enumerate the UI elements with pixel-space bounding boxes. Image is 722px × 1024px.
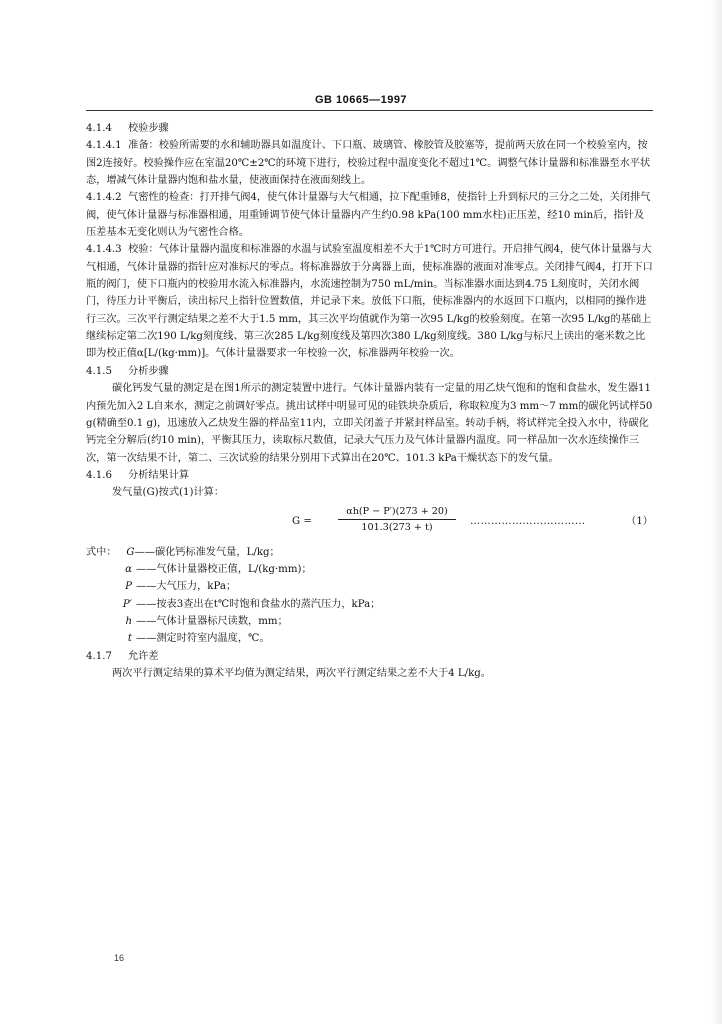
section-heading-4-1-4 — [86, 120, 653, 137]
equation-number: （1） — [626, 515, 653, 527]
clause-number: 4.1.4.2 — [86, 192, 122, 204]
definition-text: ——气体计量器标尺读数，mm； — [136, 615, 288, 627]
section-number: 4.1.5 — [86, 365, 112, 377]
definition-row — [86, 561, 653, 578]
section-number: 4.1.4 — [86, 123, 112, 134]
definition-text: ——碳化钙标准发气量，L/kg； — [134, 546, 280, 558]
definition-row — [86, 578, 653, 595]
section-heading-4-1-5 — [86, 363, 653, 380]
formula-leader-dots: …………………………… — [470, 515, 586, 527]
section-title: 校验步骤 — [128, 123, 169, 134]
formula-numerator: αh(P − P′)(273 + 20) — [338, 504, 456, 520]
formula-intro: 发气量(G)按式(1)计算： — [112, 487, 225, 499]
definition-row — [86, 613, 653, 630]
formula-fraction — [338, 504, 456, 535]
scan-edge-shadow — [710, 0, 722, 1024]
section-heading-4-1-6 — [86, 467, 653, 484]
definition-text: ——测定时符室内温度，℃。 — [136, 633, 270, 645]
definitions-lead: 式中： — [86, 546, 117, 558]
paragraph-4-1-5: 碳化钙发气量的测定是在图1所示的测定装置中进行。气体计量器内装有一定量的用乙炔气饱和的饱和食盐水，发生器11内预先加入2 L自来水，测定之前调好零点。挑出试样中明显可见的硅铁块杂质后，称取粒度为3 mm～7 mm的碳化钙试样50 g(精确至0.1 g)，迅速放入乙炔发生器的样品室11内，立即关闭盖子并紧封样品室。转动手柄，将试样完全投入水中，待碳化钙完全分解后(约10 min)，平衡其压力，读取标尺数值，记录大气压力及气体计量器内温度。同一样品加一次水连续操作三次，第一次结果不计，第二、三次试验的结果分别用下式算出在20℃、101.3 kPa干燥状态下的发气量。 — [86, 383, 653, 464]
clause-number: 4.1.4.1 — [86, 140, 122, 152]
definition-row — [86, 630, 653, 647]
document-body — [86, 120, 653, 682]
header-rule — [86, 110, 653, 111]
definition-text: ——大气压力，kPa； — [136, 581, 237, 593]
formula-denominator: 101.3(273 + t) — [361, 521, 433, 533]
standard-header: GB 10665—1997 — [314, 94, 408, 106]
section-number: 4.1.6 — [86, 469, 112, 481]
section-title: 分析结果计算 — [128, 469, 190, 481]
definition-symbol: t — [127, 633, 132, 645]
definition-symbol: P′ — [122, 598, 132, 610]
paragraph-4-1-4-1 — [86, 137, 653, 189]
definition-row — [86, 596, 653, 613]
definition-row — [86, 544, 653, 561]
section-number: 4.1.7 — [86, 650, 112, 662]
paragraph-4-1-4-2 — [86, 189, 653, 241]
formula-lhs: G = — [292, 515, 312, 527]
paragraph-4-1-4-3 — [86, 241, 653, 362]
clause-text: 校验：气体计量器内温度和标准器的水温与试验室温度相差不大于1℃时方可进行。开启排气阀4，使气体计量器与大气相通，气体计量器的指针应对准标尺的零点。将标准器放于分离器上面，使标准器的液面对准零点。关闭排气阀4，打开下口瓶的阀门，使下口瓶内的校验用水流入标准器内，水流速控制为750 mL/min。当标准器水面达到4.75 L刻度时，关闭水阀门，待压力计平衡后，读出标尺上指针位置数值，并记录下来。放低下口瓶，使标准器内的水返回下口瓶内，以相同的操作进行三次。三次平行测定结果之差不大于1.5 mm，其三次平均值就作为第一次95 L/kg的校验刻度。在第一次95 L/kg的基础上继续标定第二次190 L/kg刻度线、第三次285 L/kg刻度线及第四次380 L/kg刻度线。380 L/kg与标尺上读出的毫米数之比即为校正值α[L/(kg·mm)]。气体计量器要求一年校验一次，标准器两年校验一次。 — [86, 244, 653, 360]
definition-symbol: h — [125, 615, 132, 627]
formula-1 — [86, 504, 653, 538]
definition-text: ——按表3查出在t℃时饱和食盐水的蒸汽压力，kPa； — [136, 598, 381, 610]
section-title: 分析步骤 — [128, 365, 169, 377]
paragraph-4-1-7: 两次平行测定结果的算术平均值为测定结果，两次平行测定结果之差不大于4 L/kg。 — [112, 667, 491, 679]
clause-text: 气密性的检查：打开排气阀4，使气体计量器与大气相通，拉下配重锤8，使指针上升到标尺的三分之二处，关闭排气阀，使气体计量器与标准器相通，用重锤调节使气体计量器内产生约0.98 kPa(100 mm水柱)正压差，经10 min后，指针及压差基本无变化则认为气密性合格。 — [86, 192, 651, 239]
section-title: 允许差 — [128, 650, 159, 662]
page-number: 16 — [114, 953, 125, 963]
definition-symbol: G — [126, 546, 135, 558]
definition-symbol: P — [125, 581, 132, 593]
section-heading-4-1-7 — [86, 648, 653, 665]
clause-number: 4.1.4.3 — [86, 244, 122, 256]
clause-text: 准备：校验所需要的水和辅助器具如温度计、下口瓶、玻璃管、橡胶管及胶塞等，提前两天放在同一个校验室内，按图2连接好。校验操作应在室温20℃±2℃的环境下进行，校验过程中温度变化不超过1℃。调整气体计量器和标准器至水平状态，增减气体计量器内饱和盐水量，使液面保持在液面刻线上。 — [86, 140, 651, 187]
definition-text: ——气体计量器校正值，L/(kg·mm)； — [136, 563, 312, 575]
definition-symbol: α — [125, 563, 132, 575]
